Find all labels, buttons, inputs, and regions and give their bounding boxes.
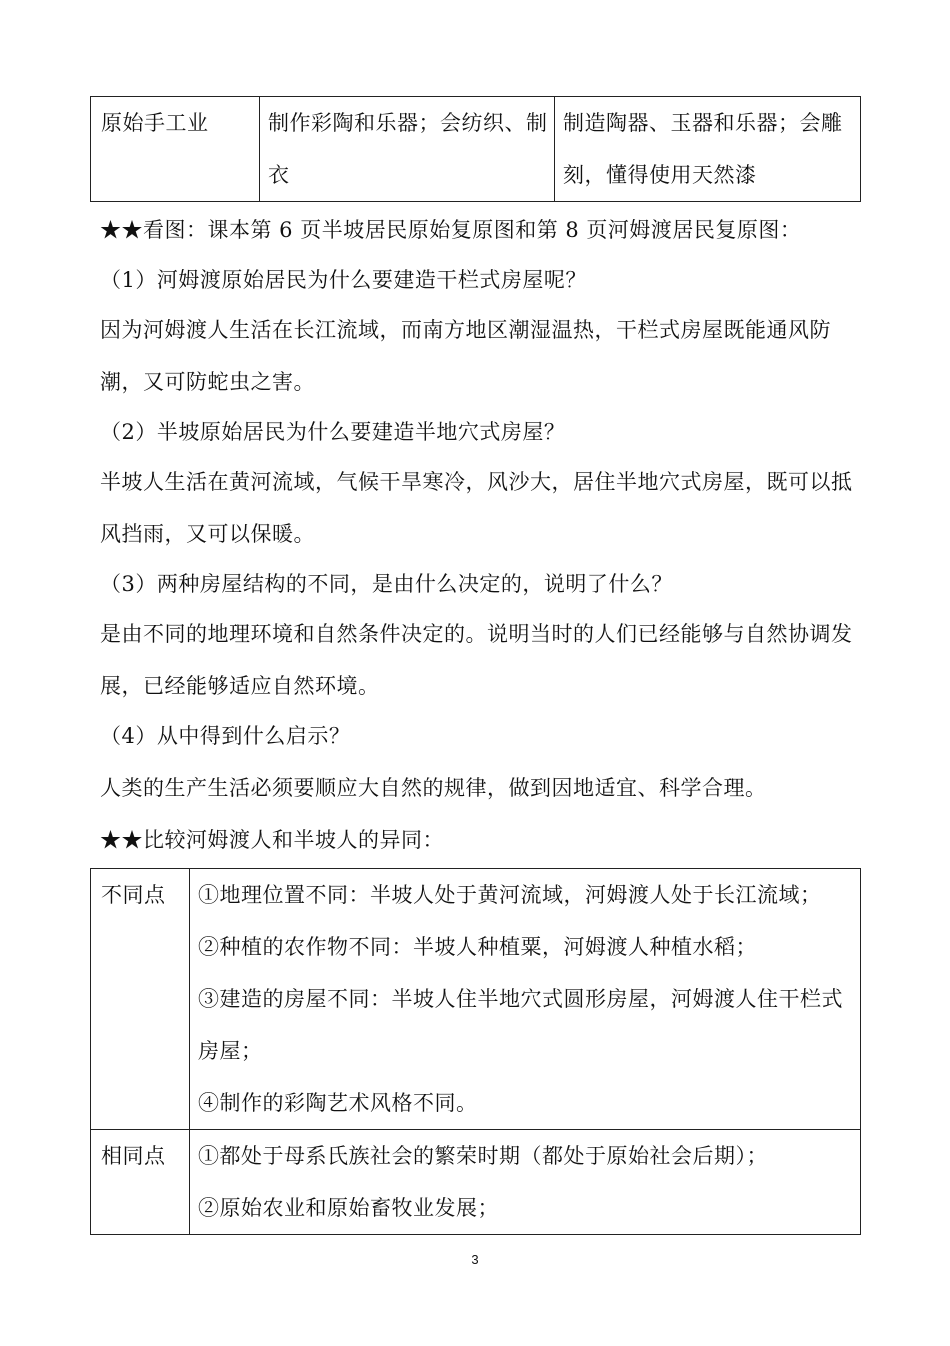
difference-item: ③建造的房屋不同：半坡人住半地穴式圆形房屋，河姆渡人住干栏式房屋； xyxy=(198,987,843,1063)
section2-heading: ★★比较河姆渡人和半坡人的异同： xyxy=(100,828,444,852)
difference-item: ④制作的彩陶艺术风格不同。 xyxy=(198,1091,478,1115)
differences-cell xyxy=(190,869,861,1130)
banpo-craft-cell: 制作彩陶和乐器；会纺织、制衣 xyxy=(260,97,555,202)
craft-comparison-table xyxy=(90,96,861,202)
table-row xyxy=(91,97,861,202)
similarity-item: ②原始农业和原始畜牧业发展； xyxy=(198,1196,499,1220)
answer-1: 因为河姆渡人生活在长江流域，而南方地区潮湿温热，干栏式房屋既能通风防潮，又可防蛇虫之害。 xyxy=(100,318,831,394)
hemudu-craft-cell: 制造陶器、玉器和乐器；会雕刻，懂得使用天然漆 xyxy=(555,97,861,202)
answer-3: 是由不同的地理环境和自然条件决定的。说明当时的人们已经能够与自然协调发展，已经能够适应自然环境。 xyxy=(100,622,853,698)
answer-2: 半坡人生活在黄河流域，气候干旱寒冷，风沙大，居住半地穴式房屋，既可以抵风挡雨，又可以保暖。 xyxy=(100,470,853,546)
difference-item: ①地理位置不同：半坡人处于黄河流域，河姆渡人处于长江流域； xyxy=(198,883,822,907)
similarities-label: 相同点 xyxy=(91,1130,190,1235)
question-1: （1）河姆渡原始居民为什么要建造干栏式房屋呢？ xyxy=(100,268,587,292)
answer-4: 人类的生产生活必须要顺应大自然的规律，做到因地适宜、科学合理。 xyxy=(100,776,767,800)
hemudu-banpo-comparison-table xyxy=(90,868,861,1235)
table-row xyxy=(91,869,861,1130)
page-number: 3 xyxy=(471,1252,479,1267)
similarity-item: ①都处于母系氏族社会的繁荣时期（都处于原始社会后期）； xyxy=(198,1144,768,1168)
similarities-cell xyxy=(190,1130,861,1235)
differences-label: 不同点 xyxy=(91,869,190,1130)
difference-item: ②种植的农作物不同：半坡人种植粟，河姆渡人种植水稻； xyxy=(198,935,757,959)
section1-heading: ★★看图：课本第 6 页半坡居民原始复原图和第 8 页河姆渡居民复原图： xyxy=(100,218,802,242)
question-3: （3）两种房屋结构的不同，是由什么决定的，说明了什么？ xyxy=(100,572,673,596)
table-row xyxy=(91,1130,861,1235)
question-4: （4）从中得到什么启示？ xyxy=(100,724,351,748)
row-label-cell: 原始手工业 xyxy=(91,97,260,202)
question-2: （2）半坡原始居民为什么要建造半地穴式房屋？ xyxy=(100,420,566,444)
